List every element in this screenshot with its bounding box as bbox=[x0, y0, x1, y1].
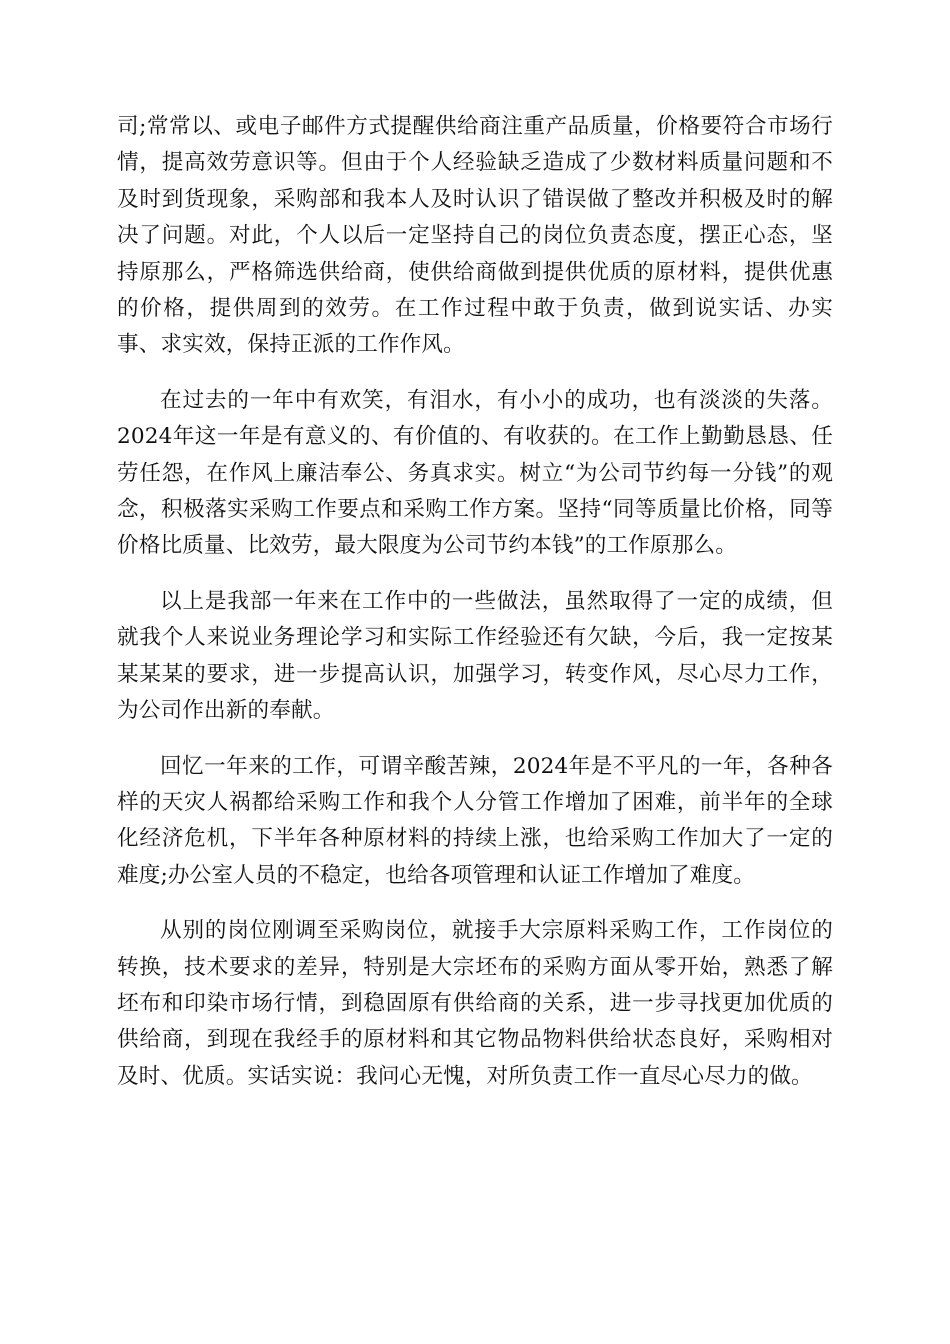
paragraph-2: 在过去的一年中有欢笑，有泪水，有小小的成功，也有淡淡的失落。2024年这一年是有意义的、有价值的、有收获的。在工作上勤勤恳恳、任劳任怨，在作风上廉洁奉公、务真求实。树立“为公司节约每一分钱”的观念，积极落实采购工作要点和采购工作方案。坚持“同等质量比价格，同等价格比质量、比效劳，最大限度为公司节约本钱”的工作原那么。 bbox=[117, 387, 833, 559]
paragraph-1: 司;常常以、或电子邮件方式提醒供给商注重产品质量，价格要符合市场行情，提高效劳意识等。但由于个人经验缺乏造成了少数材料质量问题和不及时到货现象，采购部和我本人及时认识了错误做了整改并积极及时的解决了问题。对此，个人以后一定坚持自己的岗位负责态度，摆正心态，坚持原那么，严格筛选供给商，使供给商做到提供优质的原材料，提供优惠的价格，提供周到的效劳。在工作过程中敢于负责，做到说实话、办实事、求实效，保持正派的工作作风。 bbox=[117, 114, 833, 358]
paragraph-4: 回忆一年来的工作，可谓辛酸苦辣，2024年是不平凡的一年，各种各样的天灾人祸都给采购工作和我个人分管工作增加了困难，前半年的全球化经济危机，下半年各种原材料的持续上涨，也给采购工作加大了一定的难度;办公室人员的不稳定，也给各项管理和认证工作增加了难度。 bbox=[117, 753, 833, 888]
paragraph-5: 从别的岗位刚调至采购岗位，就接手大宗原料采购工作，工作岗位的转换，技术要求的差异，特别是大宗坯布的采购方面从零开始，熟悉了解坯布和印染市场行情，到稳固原有供给商的关系，进一步寻找更加优质的供给商，到现在我经手的原材料和其它物品物料供给状态良好，采购相对及时、优质。实话实说：我问心无愧，对所负责工作一直尽心尽力的做。 bbox=[117, 918, 833, 1089]
document-page bbox=[117, 109, 833, 1114]
paragraph-3: 以上是我部一年来在工作中的一些做法，虽然取得了一定的成绩，但就我个人来说业务理论学习和实际工作经验还有欠缺，今后，我一定按某某某某的要求，进一步提高认识，加强学习，转变作风，尽心尽力工作，为公司作出新的奉献。 bbox=[117, 588, 833, 724]
